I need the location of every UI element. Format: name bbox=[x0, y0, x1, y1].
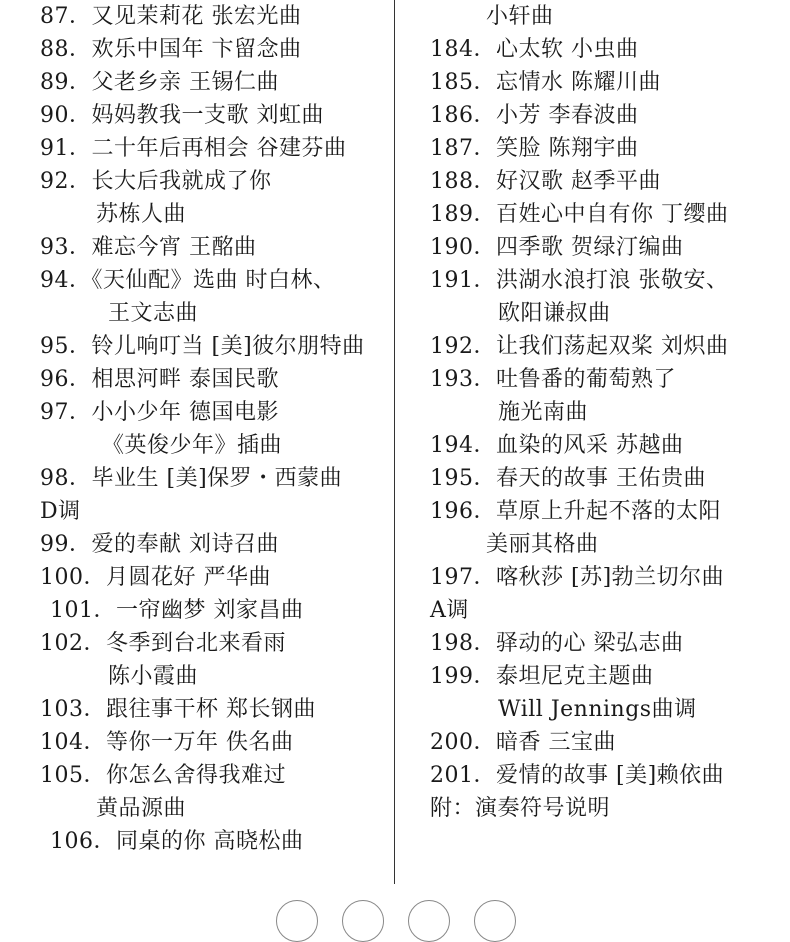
appendix-item: 附：演奏符号说明 bbox=[430, 796, 611, 821]
list-item-continuation: 王文志曲 bbox=[108, 301, 199, 326]
list-item-continuation: A调 bbox=[430, 598, 469, 623]
column-divider bbox=[394, 0, 395, 884]
list-item: 104．等你一万年 佚名曲 bbox=[40, 730, 294, 755]
list-item: 91．二十年后再相会 谷建芬曲 bbox=[40, 136, 347, 161]
list-item: 201．爱情的故事 [美]赖依曲 bbox=[430, 763, 725, 788]
list-item: 190．四季歌 贺绿汀编曲 bbox=[430, 235, 684, 260]
list-item: 90．妈妈教我一支歌 刘虹曲 bbox=[40, 103, 324, 128]
list-item: 101．一帘幽梦 刘家昌曲 bbox=[50, 598, 304, 623]
list-item: 97．小小少年 德国电影 bbox=[40, 400, 279, 425]
list-item: 184．心太软 小虫曲 bbox=[430, 37, 639, 62]
list-item: 199．泰坦尼克主题曲 bbox=[430, 664, 654, 689]
list-item: 186．小芳 李春波曲 bbox=[430, 103, 639, 128]
list-item: 198．驿动的心 梁弘志曲 bbox=[430, 631, 684, 656]
list-item: 105．你怎么舍得我难过 bbox=[40, 763, 286, 788]
list-item: 98．毕业生 [美]保罗・西蒙曲 bbox=[40, 466, 343, 491]
list-item: 87．又见茉莉花 张宏光曲 bbox=[40, 4, 302, 29]
decorative-circle bbox=[276, 900, 318, 942]
list-item-continuation: D调 bbox=[40, 499, 81, 524]
decorative-circle bbox=[474, 900, 516, 942]
list-item: 96．相思河畔 泰国民歌 bbox=[40, 367, 279, 392]
list-item: 88．欢乐中国年 卞留念曲 bbox=[40, 37, 302, 62]
list-item: 187．笑脸 陈翔宇曲 bbox=[430, 136, 639, 161]
list-item-continuation: 美丽其格曲 bbox=[486, 532, 599, 557]
list-item-continuation: 陈小霞曲 bbox=[108, 664, 199, 689]
list-item: 95．铃儿响叮当 [美]彼尔朋特曲 bbox=[40, 334, 365, 359]
list-item: 94．《天仙配》选曲 时白林、 bbox=[40, 268, 336, 293]
list-item: 193．吐鲁番的葡萄熟了 bbox=[430, 367, 676, 392]
list-item: 192．让我们荡起双桨 刘炽曲 bbox=[430, 334, 729, 359]
list-item-continuation: Will Jennings曲调 bbox=[498, 697, 697, 722]
list-item-continuation: 黄品源曲 bbox=[96, 796, 187, 821]
list-item: 92．长大后我就成了你 bbox=[40, 169, 272, 194]
list-item: 194．血染的风采 苏越曲 bbox=[430, 433, 684, 458]
list-item: 103．跟往事干杯 郑长钢曲 bbox=[40, 697, 316, 722]
list-item-continuation: 欧阳谦叔曲 bbox=[498, 301, 611, 326]
list-item: 99．爱的奉献 刘诗召曲 bbox=[40, 532, 279, 557]
list-item: 197．喀秋莎 [苏]勃兰切尔曲 bbox=[430, 565, 725, 590]
list-item: 100．月圆花好 严华曲 bbox=[40, 565, 271, 590]
decorative-circle bbox=[408, 900, 450, 942]
list-item: 196．草原上升起不落的太阳 bbox=[430, 499, 721, 524]
list-item: 102．冬季到台北来看雨 bbox=[40, 631, 286, 656]
list-item: 188．好汉歌 赵季平曲 bbox=[430, 169, 661, 194]
list-item: 93．难忘今宵 王酩曲 bbox=[40, 235, 257, 260]
list-item: 106．同桌的你 高晓松曲 bbox=[50, 829, 304, 854]
list-item: 189．百姓心中自有你 丁缨曲 bbox=[430, 202, 729, 227]
list-item-continuation: 《英俊少年》插曲 bbox=[102, 433, 283, 458]
list-item: 185．忘情水 陈耀川曲 bbox=[430, 70, 661, 95]
list-item-continuation: 施光南曲 bbox=[498, 400, 589, 425]
list-item: 89．父老乡亲 王锡仁曲 bbox=[40, 70, 279, 95]
list-item-continuation: 苏栋人曲 bbox=[96, 202, 187, 227]
decorative-circle bbox=[342, 900, 384, 942]
list-item: 200．暗香 三宝曲 bbox=[430, 730, 616, 755]
list-item: 195．春天的故事 王佑贵曲 bbox=[430, 466, 706, 491]
list-item-continuation: 小轩曲 bbox=[486, 4, 554, 29]
list-item: 191．洪湖水浪打浪 张敬安、 bbox=[430, 268, 729, 293]
